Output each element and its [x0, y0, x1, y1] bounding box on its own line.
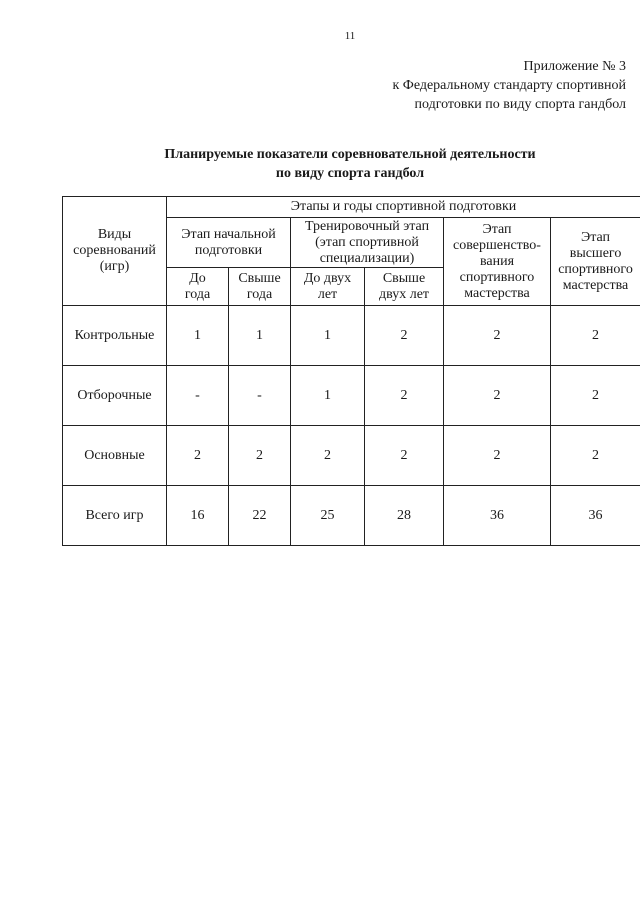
- header-stage-training: Тренировочный этап (этап спортивной специализации): [291, 218, 444, 268]
- table-cell: -: [167, 366, 229, 426]
- header-competition-kind: Виды соревнований (игр): [63, 197, 167, 306]
- header-over-year: Свыше года: [229, 268, 291, 306]
- row-label: Контрольные: [63, 306, 167, 366]
- table-cell: 2: [365, 306, 444, 366]
- table-cell: 2: [444, 366, 551, 426]
- table-cell: -: [229, 366, 291, 426]
- row-label: Отборочные: [63, 366, 167, 426]
- header-over-two-years: Свыше двух лет: [365, 268, 444, 306]
- header-upto-year: До года: [167, 268, 229, 306]
- header-stage-initial: Этап начальной подготовки: [167, 218, 291, 268]
- table-cell: 25: [291, 486, 365, 546]
- table-row: [63, 306, 640, 366]
- title-line: Планируемые показатели соревновательной деятельности: [164, 147, 536, 162]
- table-cell: 36: [551, 486, 640, 546]
- table-cell: 2: [229, 426, 291, 486]
- table-cell: 2: [444, 306, 551, 366]
- header-stage-higher: Этап высшего спортивного мастерства: [551, 218, 640, 306]
- table-row: [63, 426, 640, 486]
- appendix-note: [392, 57, 626, 114]
- table-cell: 2: [551, 366, 640, 426]
- table-cell: 22: [229, 486, 291, 546]
- table-cell: 1: [229, 306, 291, 366]
- table-cell: 1: [167, 306, 229, 366]
- row-label: Основные: [63, 426, 167, 486]
- table-cell: 36: [444, 486, 551, 546]
- table-cell: 1: [291, 366, 365, 426]
- appendix-line: к Федеральному стандарту спортивной: [392, 78, 626, 93]
- table-cell: 2: [551, 426, 640, 486]
- table-cell: 2: [365, 426, 444, 486]
- row-label: Всего игр: [63, 486, 167, 546]
- page-number: 11: [344, 30, 356, 42]
- header-stage-improvement: Этап совершенство- вания спортивного мастерства: [444, 218, 551, 306]
- table-cell: 16: [167, 486, 229, 546]
- table-cell: 1: [291, 306, 365, 366]
- header-upto-two-years: До двух лет: [291, 268, 365, 306]
- table-row: [63, 366, 640, 426]
- table-cell: 2: [365, 366, 444, 426]
- document-title: [0, 145, 640, 183]
- table-cell: 2: [167, 426, 229, 486]
- competition-table: [62, 196, 640, 546]
- table-row: [63, 486, 640, 546]
- title-line: по виду спорта гандбол: [275, 166, 425, 181]
- table-cell: 2: [551, 306, 640, 366]
- table-cell: 2: [291, 426, 365, 486]
- header-stages: Этапы и годы спортивной подготовки: [167, 197, 640, 218]
- table-cell: 2: [444, 426, 551, 486]
- appendix-line: подготовки по виду спорта гандбол: [414, 97, 626, 112]
- appendix-line: Приложение № 3: [523, 59, 626, 74]
- table-cell: 28: [365, 486, 444, 546]
